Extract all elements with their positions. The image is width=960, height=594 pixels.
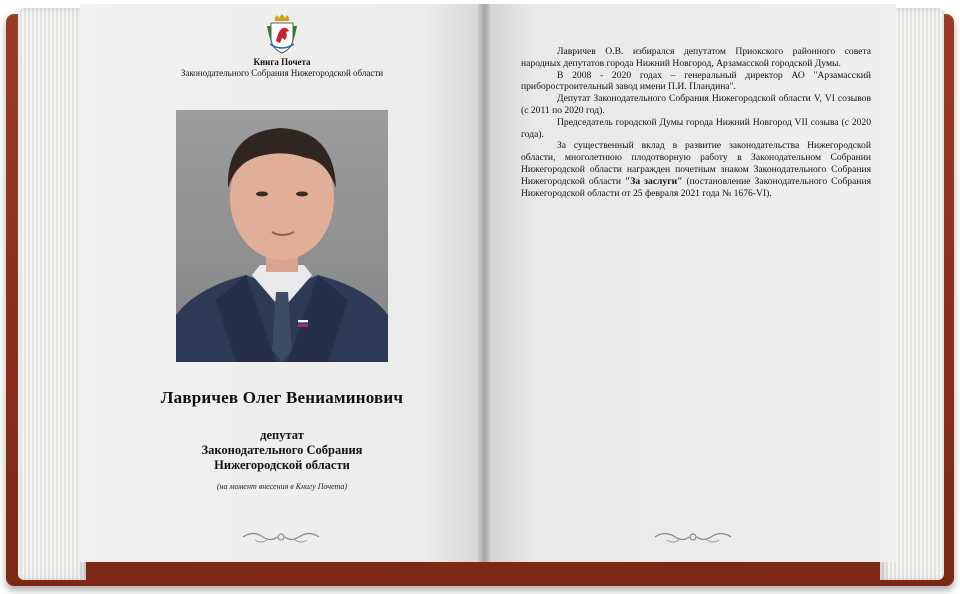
person-role-line2: Законодательного Собрания	[201, 443, 363, 457]
award-text-part1: За существенный вклад в развитие законодательства Нижегородской области, многолетнюю плодотворную работу в Законодательном Собрании Нижегородской области награжден почетным знаком Законодательного Собрания Нижегородской области	[521, 140, 871, 187]
biography-text	[521, 46, 871, 199]
biography-paragraph-award	[521, 140, 871, 199]
book-title: Книга Почета	[253, 57, 311, 67]
biography-paragraph: Депутат Законодательного Собрания Нижегородской области V, VI созывов (с 2011 по 2020 год).	[521, 93, 871, 116]
person-role-line1: депутат	[260, 428, 304, 442]
biography-paragraph: Лавричев О.В. избирался депутатом Приокского районного совета народных депутатов города Нижний Новгород, Арзамасской городской Думы.	[521, 46, 871, 69]
coat-of-arms-icon	[265, 14, 299, 54]
person-name: Лавричев Олег Вениаминович	[160, 388, 404, 407]
biography-paragraph: В 2008 - 2020 годах – генеральный директор АО "Арзамасский приборостроительный завод имени П.И. Пландина".	[521, 69, 871, 93]
portrait-drawing	[176, 110, 388, 362]
award-text-part2: (постановление Законодательного Собрания Нижегородской области от 25 февраля 2021 года № 1676-VI).	[521, 175, 871, 199]
award-name: "За заслуги"	[624, 175, 683, 187]
person-role-line3: Нижегородской области	[214, 458, 350, 472]
biography-paragraph: Председатель городской Думы города Нижний Новгород VII созыва (с 2020 года).	[521, 116, 871, 140]
book-spine	[478, 4, 490, 562]
portrait-photo	[176, 110, 388, 362]
ornament-left-page	[241, 528, 321, 546]
entry-note: (на момент внесения в Книгу Почета)	[216, 482, 348, 491]
book-subtitle: Законодательного Собрания Нижегородской области	[180, 68, 384, 78]
ornament-right-page	[653, 528, 733, 546]
page-edges-left	[18, 8, 86, 580]
